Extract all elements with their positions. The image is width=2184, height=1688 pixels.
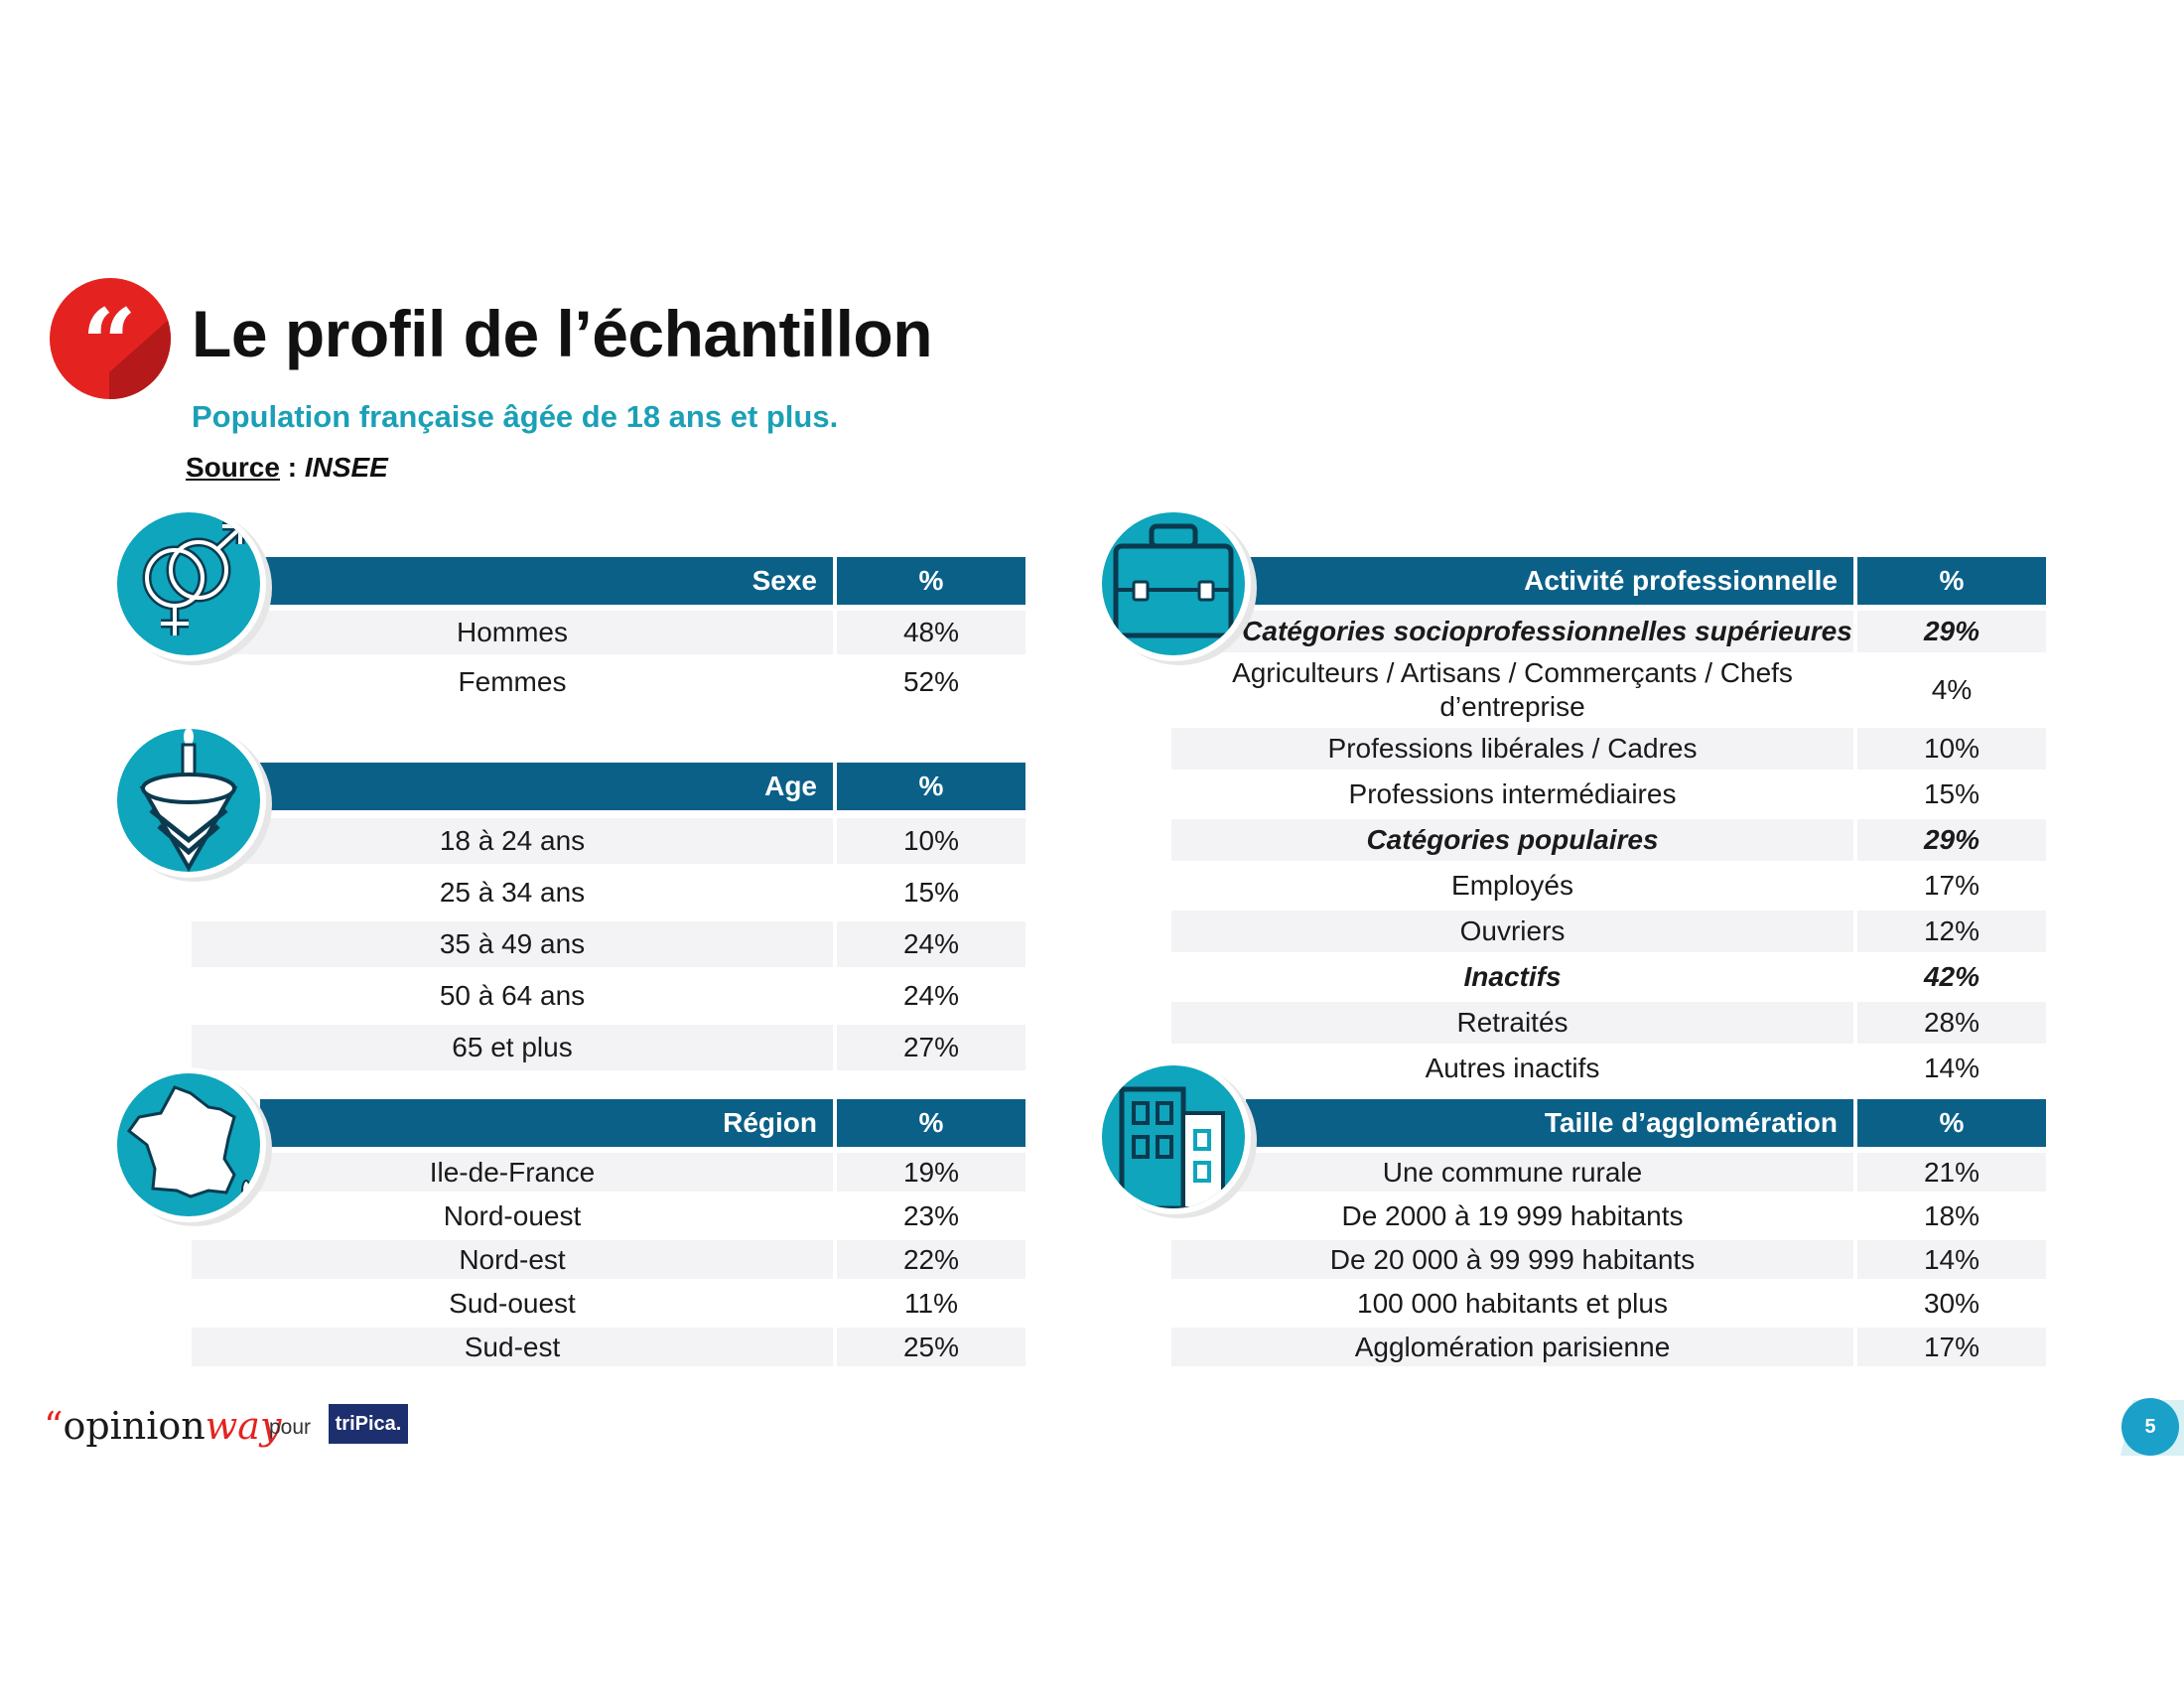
france-map-icon [117,1073,260,1216]
building-icon [1102,1065,1245,1208]
row-label: Ile-de-France [192,1153,833,1192]
row-label: Sud-ouest [449,1287,576,1319]
table-row [192,1153,1025,1192]
row-value: 19% [833,1153,1025,1192]
table-row [1171,956,2046,998]
tripica-logo: triPica. [329,1404,408,1444]
row-label: Agriculteurs / Artisans / Commerçants / Chefs d’entreprise [1232,657,1793,722]
row-label: De 2000 à 19 999 habitants [1341,1199,1684,1231]
region-header [260,1099,1025,1147]
row-value: 14% [1853,1048,2046,1089]
row-label: Hommes [192,611,833,654]
agglomeration-badge [1096,1059,1251,1214]
row-label: Professions libérales / Cadres [1171,728,1853,770]
row-label: Professions intermédiaires [1348,778,1677,810]
table-row [1171,1048,2046,1089]
row-label: 18 à 24 ans [192,818,833,864]
region-header-label: Région [723,1107,817,1138]
table-row [192,1240,1025,1279]
row-label: 100 000 habitants et plus [1357,1287,1668,1319]
table-row [1171,728,2046,770]
briefcase-icon [1102,512,1245,655]
table-row [1171,1284,2046,1323]
table-row [1171,865,2046,907]
activite-header-label: Activité professionnelle [1524,565,1838,596]
row-value: 48% [833,611,1025,654]
agglomeration-header [1246,1099,2046,1147]
gender-icon [117,512,260,655]
row-label: Sud-est [192,1328,833,1366]
table-row [1171,1240,2046,1279]
table-row [1171,1002,2046,1044]
table-row [192,870,1025,915]
row-value: 29% [1853,611,2046,652]
row-value: 11% [833,1284,1025,1323]
table-row [1171,657,2046,723]
table-row [192,921,1025,967]
pour-label: pour [269,1416,312,1439]
row-value: 52% [833,660,1025,704]
activite-header-pct: % [1853,557,2046,605]
age-header-label: Age [764,771,817,801]
row-label: Ouvriers [1171,911,1853,952]
activite-header [1246,557,2046,605]
table-row [192,1025,1025,1070]
row-label: Femmes [458,666,567,698]
source-line [186,452,388,484]
table-row [1171,911,2046,952]
row-label: Nord-ouest [443,1199,582,1231]
row-value: 30% [1853,1284,2046,1323]
row-value: 17% [1853,865,2046,907]
svg-text:“: “ [81,288,137,399]
table-row [192,1284,1025,1323]
activite-badge [1096,506,1251,661]
sexe-header-pct: % [833,557,1025,605]
table-row [1171,1196,2046,1235]
age-header [260,763,1025,810]
table-row [1171,1328,2046,1366]
row-value: 10% [833,818,1025,864]
row-label: Inactifs [1463,961,1562,993]
row-value: 18% [1853,1196,2046,1235]
table-row [192,973,1025,1019]
table-row [192,660,1025,704]
row-label: De 20 000 à 99 999 habitants [1171,1240,1853,1279]
row-value: 27% [833,1025,1025,1070]
source-label: Source [186,452,280,483]
row-value: 12% [1853,911,2046,952]
row-value: 4% [1853,657,2046,723]
region-header-pct: % [833,1099,1025,1147]
row-label: Catégories socioprofessionnelles supérieures [1171,611,1853,652]
row-label: Retraités [1171,1002,1853,1044]
row-label: 35 à 49 ans [192,921,833,967]
subtitle: Population française âgée de 18 ans et plus. [192,399,839,434]
opinionway-logo: “opinionway [44,1404,282,1448]
table-row [1171,819,2046,861]
row-value: 24% [833,921,1025,967]
sexe-header-label: Sexe [751,565,817,596]
age-header-pct: % [833,763,1025,810]
row-label: 65 et plus [192,1025,833,1070]
row-value: 22% [833,1240,1025,1279]
row-label: Nord-est [192,1240,833,1279]
row-value: 21% [1853,1153,2046,1192]
row-value: 17% [1853,1328,2046,1366]
table-row [1171,774,2046,815]
row-value: 10% [1853,728,2046,770]
row-value: 15% [833,870,1025,915]
row-label: 25 à 34 ans [439,877,586,909]
table-row [192,1328,1025,1366]
table-row [1171,611,2046,652]
sexe-header [260,557,1025,605]
row-label: Autres inactifs [1425,1053,1600,1084]
page-title: Le profil de l’échantillon [192,297,933,370]
row-label: Une commune rurale [1171,1153,1853,1192]
row-value: 42% [1853,956,2046,998]
row-label: Catégories populaires [1171,819,1853,861]
table-row [192,818,1025,864]
page-number: 5 [2121,1398,2179,1456]
row-value: 14% [1853,1240,2046,1279]
age-badge [111,723,266,878]
row-value: 29% [1853,819,2046,861]
row-value: 15% [1853,774,2046,815]
source-value: INSEE [304,452,388,483]
quote-icon [50,278,171,399]
agglomeration-header-label: Taille d’agglomération [1544,1107,1838,1138]
table-row [1171,1153,2046,1192]
sexe-badge [111,506,266,661]
row-value: 24% [833,973,1025,1019]
table-row [192,611,1025,654]
source-separator: : [279,452,305,483]
region-badge [111,1067,266,1222]
row-value: 25% [833,1328,1025,1366]
agglomeration-header-pct: % [1853,1099,2046,1147]
row-value: 28% [1853,1002,2046,1044]
table-row [192,1196,1025,1235]
row-label: Employés [1451,870,1573,902]
row-label: Agglomération parisienne [1171,1328,1853,1366]
row-label: 50 à 64 ans [439,980,586,1012]
cake-icon [117,729,260,872]
row-value: 23% [833,1196,1025,1235]
